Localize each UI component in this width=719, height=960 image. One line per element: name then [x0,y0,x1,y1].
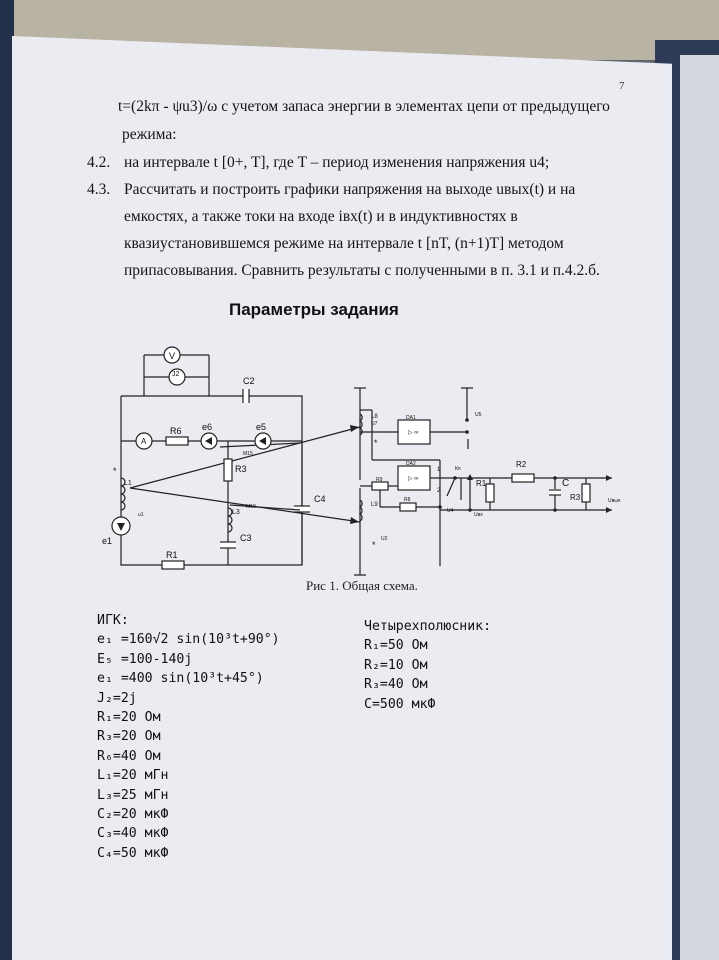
item-number-4-3: 4.3. [87,181,111,198]
text-line-3: на интервале t [0+, T], где T – период изменения напряжения u4; [124,154,550,171]
igk-param: L₁=20 мГн [97,768,169,784]
label-A: A [141,437,147,446]
text-line-1: t=(2kπ - ψu3)/ω с учетом запаса энергии в элементах цепи от предыдущего [118,98,610,115]
igk-param: E₅ =100-140j [97,651,193,667]
igk-param: e₁ =160√2 sin(10³t+90°) [97,632,280,648]
label-U5: U5 [475,412,482,418]
label-L1: L1 [124,480,132,487]
label-J2: J2 [172,371,180,378]
label-Kn: Кп [455,466,461,472]
text-line-7: припасовывания. Сравнить результаты с полученными в п. 3.1 и п.4.2.б. [124,262,600,279]
label-U2: U2 [381,536,388,542]
label-R2-right: R2 [516,460,527,469]
igk-param: R₆=40 Ом [97,748,161,764]
label-e6: e6 [202,422,213,432]
igk-param: C₂=20 мкФ [97,807,169,823]
text-line-4: Рассчитать и построить графики напряжения на выходе uвых(t) и на [124,181,576,198]
igk-param: L₃=25 мГн [97,787,169,803]
quadripole-parameters [364,617,491,714]
label-DA2: DA2 [406,461,416,467]
label-C-right: C [562,478,570,489]
igk-param: R₃=20 Ом [97,729,161,745]
igk-parameters [97,611,280,863]
label-oa1: ▷ ∞ [408,430,419,436]
label-R8: R8 [404,497,411,503]
item-number-4-2: 4.2. [87,154,111,171]
quadripole-param: C=500 мкФ [364,696,436,712]
label-C4: C4 [314,494,326,504]
figure-caption: Рис 1. Общая схема. [306,578,418,593]
label-L3: L3 [232,509,240,516]
label-oa2: ▷ ∞ [408,476,419,482]
label-R1-right: R1 [476,479,487,488]
label-Uvx: Uвх [474,512,483,518]
label-u1: u1 [138,512,144,518]
label-M15: M15 [243,451,253,457]
igk-title: ИГК: [97,613,129,628]
label-C2: C2 [243,376,255,386]
text-line-2: режима: [122,126,177,143]
quadripole-title: Четырехполюсник: [364,619,492,634]
label-R3-right: R3 [570,493,581,502]
label-node1: 1 [437,467,441,473]
igk-param: C₃=40 мкФ [97,826,169,842]
quadripole-param: R₃=40 Ом [364,677,428,693]
section-title: Параметры задания [229,300,399,319]
quadripole-param: R₁=50 Ом [364,638,428,654]
quadripole-param: R₂=10 Ом [364,657,428,673]
label-DA1: DA1 [406,415,416,421]
label-R1: R1 [166,550,178,560]
label-V: V [169,351,176,361]
label-U7: U7 [371,421,378,427]
label-L9: L9 [371,502,378,508]
label-M19: M19 [246,504,256,510]
text-line-5: емкостях, а также токи на входе iвх(t) и в индуктивностях в [124,208,518,225]
label-star-left: * [113,466,117,476]
label-e1: e1 [102,536,113,546]
igk-param: R₁=20 Ом [97,710,161,726]
label-R9: R9 [376,477,383,483]
label-R6: R6 [170,426,182,436]
text-line-6: квазиустановившемся режиме на интервале t [nT, (n+1)T] методом [124,235,564,252]
page-number: 7 [619,80,625,92]
label-R3: R3 [235,464,247,474]
label-L8: L8 [371,414,378,420]
igk-param: e₁ =400 sin(10³t+45°) [97,671,264,687]
igk-param: C₄=50 мкФ [97,845,169,861]
igk-param: J₂=2j [97,690,137,706]
label-Uvyx: Uвых [608,498,621,504]
label-star-right-2: * [372,540,376,550]
label-U4: U4 [447,508,454,514]
label-star-right-1: * [374,438,378,448]
label-e5: e5 [256,422,267,432]
label-C3: C3 [240,533,252,543]
label-node2: 2 [437,488,441,494]
